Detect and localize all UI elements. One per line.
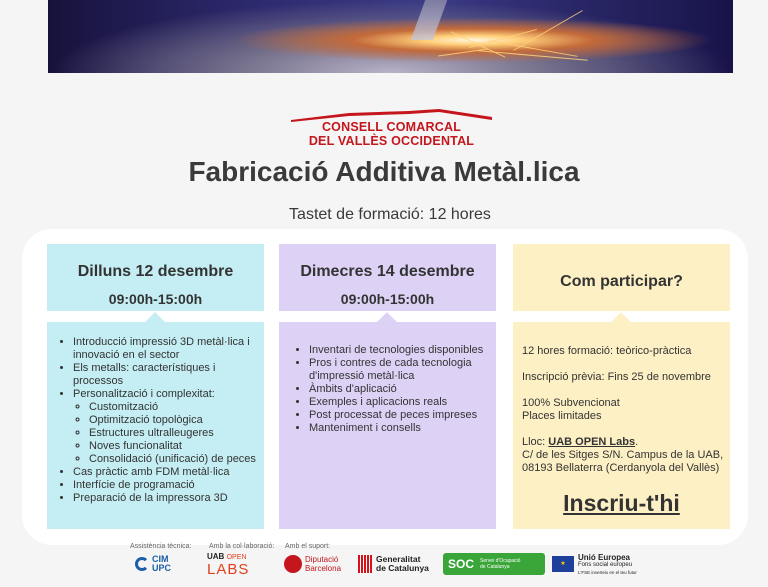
- header-banner-image: [48, 0, 733, 73]
- footer-label-collab: Amb la col·laboració:: [209, 543, 275, 550]
- session-1-day: Dilluns 12 desembre: [77, 263, 234, 280]
- list-item: • Post processat de peces impreses: [309, 409, 488, 422]
- organization-name-line1: CONSELL COMARCAL: [321, 120, 462, 134]
- list-item: ◦ Estructures ultralleugeres: [89, 427, 262, 440]
- list-item: • Manteniment i consells: [309, 422, 488, 435]
- eu-flag-icon: ★: [552, 556, 574, 572]
- list-item: • Inventari de tecnologies disponibles: [309, 344, 488, 357]
- list-item: • Exemples i aplicacions reals: [309, 396, 488, 409]
- footer-label-support: Amb el suport:: [285, 543, 331, 550]
- senyera-icon: [358, 555, 372, 573]
- list-item: • Personalització i complexitat: ◦ Customització ◦ Optimització topològica ◦ Estructures ultralleugeres ◦ Noves funcionalitat ◦ Consolidació (unificació) de peces: [73, 388, 262, 466]
- organization-logo: [289, 108, 494, 148]
- list-item: • Preparació de la impressora 3D: [73, 492, 262, 505]
- uab-open-labs-logo: UAB OPEN LABS: [207, 551, 250, 578]
- list-item: ◦ Optimització topològica: [89, 414, 262, 427]
- soc-logo: SOC Servei d'Ocupació de Catalunya: [443, 553, 545, 575]
- diputacio-icon: [284, 555, 302, 573]
- venue: Lloc: UAB OPEN Labs.: [522, 436, 639, 448]
- list-item: • Pros i contres de cada tecnologia d'impressió metàl·lica: [309, 357, 488, 383]
- session-2-time: 09:00h-15:00h: [340, 291, 435, 307]
- session-1-body: [47, 322, 264, 529]
- cim-upc-logo: CIM UPC: [135, 553, 171, 575]
- cim-icon: [135, 557, 149, 571]
- list-item: ◦ Customització: [89, 401, 262, 414]
- page-title: Fabricació Additiva Metàl.lica: [188, 156, 580, 187]
- session-1-subtopic-list: [73, 401, 262, 466]
- venue-link[interactable]: UAB OPEN Labs: [548, 436, 636, 448]
- list-item: ◦ Consolidació (unificació) de peces: [89, 453, 262, 466]
- session-2-topic-list: [293, 344, 488, 435]
- session-2-header: [279, 244, 496, 311]
- list-item: • Introducció impressió 3D metàl·lica i innovació en el sector: [73, 336, 262, 362]
- generalitat-logo: Generalitat de Catalunya: [358, 553, 429, 575]
- participate-header: [513, 244, 730, 311]
- session-2-body: [279, 322, 496, 529]
- organization-name-line2: DEL VALLÈS OCCIDENTAL: [308, 134, 475, 148]
- training-format: 12 hores formació: teòrico-pràctica: [522, 345, 692, 357]
- list-item: • Els metalls: característiques i processos: [73, 362, 262, 388]
- footer-label-tech: Assistència tècnica:: [130, 543, 192, 550]
- eu-logo: ★ Unió Europea Fons social europeu L'FSE inverteix en el teu futur: [552, 553, 637, 575]
- session-1-topic-list: [57, 336, 262, 505]
- list-item: ◦ Noves funcionalitat: [89, 440, 262, 453]
- participate-heading: Com participar?: [560, 273, 683, 290]
- session-2-day: Dimecres 14 desembre: [300, 263, 475, 280]
- session-1-time: 09:00h-15:00h: [108, 291, 203, 307]
- venue-address-line1: C/ de les Sitges S/N. Campus de la UAB,: [522, 449, 724, 461]
- diputacio-barcelona-logo: Diputació Barcelona: [284, 553, 341, 575]
- session-1-header: [47, 244, 264, 311]
- list-item: • Cas pràctic amb FDM metàl·lica: [73, 466, 262, 479]
- venue-address-line2: 08193 Bellaterra (Cerdanyola del Vallès): [522, 462, 720, 474]
- list-item: • Àmbits d'aplicació: [309, 383, 488, 396]
- page-subtitle: Tastet de formació: 12 hores: [289, 206, 491, 223]
- register-link[interactable]: Inscriu-t'hi: [563, 490, 680, 516]
- places-note: Places limitades: [522, 410, 602, 422]
- list-item: • Interfície de programació: [73, 479, 262, 492]
- registration-deadline: Inscripció prèvia: Fins 25 de novembre: [522, 371, 711, 383]
- subsidy-note: 100% Subvencionat: [522, 397, 620, 409]
